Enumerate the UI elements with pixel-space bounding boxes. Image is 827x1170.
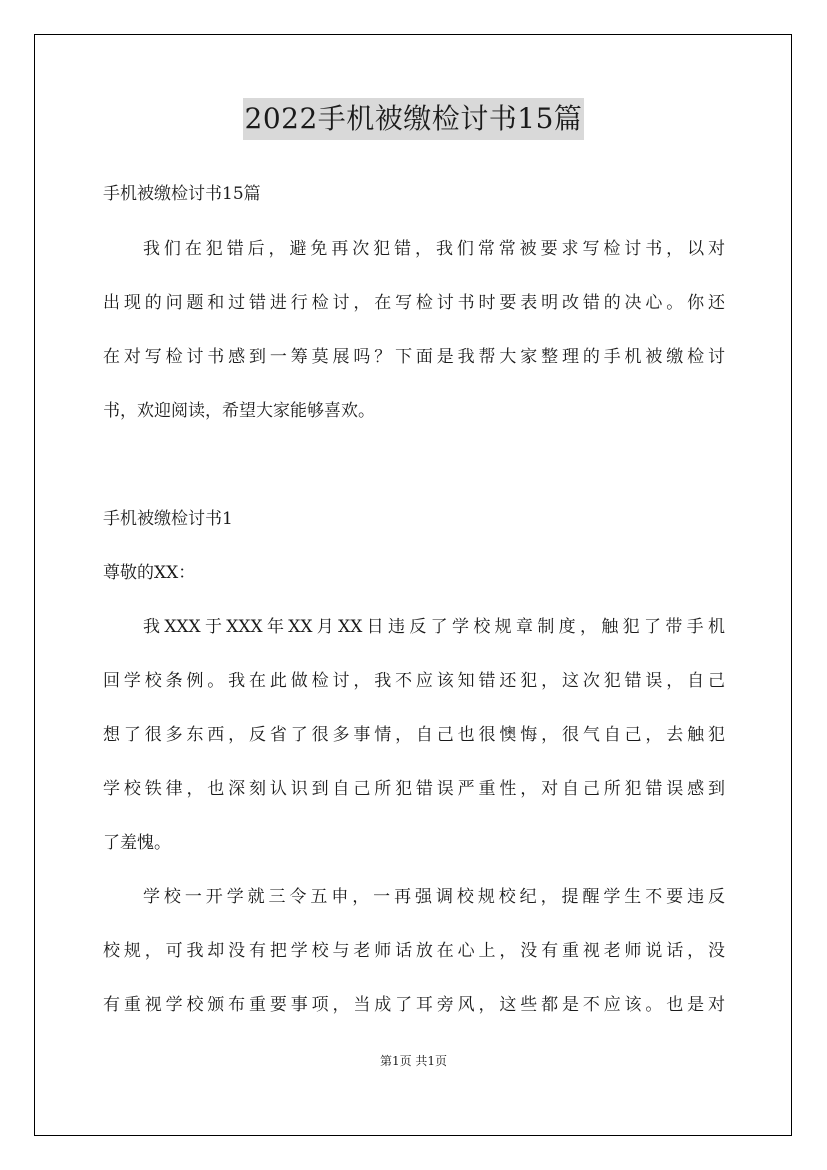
intro-line: 在对写检讨书感到一筹莫展吗？下面是我帮大家整理的手机被缴检讨 xyxy=(103,347,725,367)
intro-line: 书，欢迎阅读，希望大家能够喜欢。 xyxy=(103,401,375,421)
intro-line: 出现的问题和过错进行检讨，在写检讨书时要表明改错的决心。你还 xyxy=(103,293,725,313)
para1-line: 想了很多东西，反省了很多事情，自己也很懊悔，很气自己，去触犯 xyxy=(103,725,725,745)
para1-line: 回学校条例。我在此做检讨，我不应该知错还犯，这次犯错误，自己 xyxy=(103,671,725,691)
para1-line: 了羞愧。 xyxy=(103,833,171,853)
intro-line: 我们在犯错后，避免再次犯错，我们常常被要求写检讨书，以对 xyxy=(143,239,725,259)
section-heading: 手机被缴检讨书1 xyxy=(103,509,233,529)
title-container xyxy=(0,98,827,140)
para2-line: 有重视学校颁布重要事项，当成了耳旁风，这些都是不应该。也是对 xyxy=(103,995,725,1015)
para2-line: 校规，可我却没有把学校与老师话放在心上，没有重视老师说话，没 xyxy=(103,941,725,961)
document-title: 2022手机被缴检讨书15篇 xyxy=(243,98,585,140)
salutation: 尊敬的XX： xyxy=(103,563,196,583)
para2-line: 学校一开学就三令五申，一再强调校规校纪，提醒学生不要违反 xyxy=(143,887,725,907)
document-subtitle: 手机被缴检讨书15篇 xyxy=(103,184,261,204)
para1-line: 学校铁律，也深刻认识到自己所犯错误严重性，对自己所犯错误感到 xyxy=(103,779,725,799)
page-footer: 第1页 共1页 xyxy=(379,1054,448,1068)
para1-line: 我XXX于XXX年XX月XX日违反了学校规章制度，触犯了带手机 xyxy=(143,617,725,637)
